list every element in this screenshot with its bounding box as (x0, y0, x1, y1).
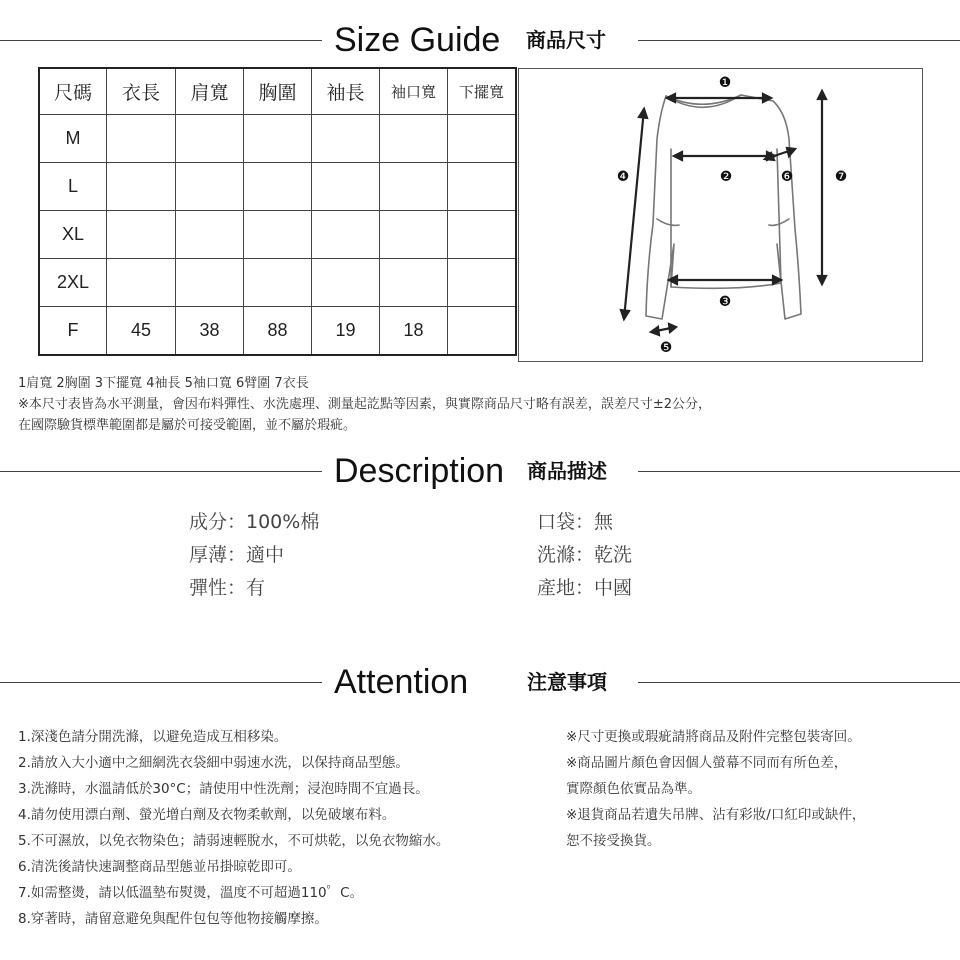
table-row (39, 307, 516, 356)
table-row (39, 211, 516, 259)
size-label: 2XL (39, 259, 107, 307)
description-title: Description (334, 452, 505, 490)
divider-line (638, 682, 960, 683)
header-hem: 下擺寬 (448, 68, 517, 115)
table-cell (448, 307, 517, 356)
spec-elasticity: 彈性：有 (189, 577, 266, 599)
table-cell: 45 (107, 307, 176, 356)
table-cell (176, 259, 244, 307)
marker-5: ❺ (659, 340, 673, 356)
return-policy (566, 724, 865, 854)
marker-7: ❼ (834, 169, 848, 185)
spec-material: 成分：100%棉 (189, 511, 320, 533)
table-cell (244, 115, 312, 163)
table-cell (448, 211, 517, 259)
header-shoulder: 肩寬 (176, 68, 244, 115)
table-cell (107, 115, 176, 163)
care-item: 4.請勿使用漂白劑、螢光增白劑及衣物柔軟劑，以免破壞布料。 (18, 807, 396, 823)
description-left (189, 506, 319, 605)
header-sleeve: 袖長 (312, 68, 380, 115)
description-right (537, 506, 632, 605)
size-table (38, 67, 517, 356)
marker-1: ❶ (718, 75, 732, 91)
note-line: 在國際驗貨標準範圍都是屬於可接受範圍，並不屬於瑕疵。 (18, 418, 357, 433)
long-sleeve-shirt-icon (519, 69, 922, 361)
policy-item: 實際顏色依實品為準。 (566, 781, 701, 797)
care-item: 1.深淺色請分開洗滌，以避免造成互相移染。 (18, 729, 288, 745)
table-cell (312, 211, 380, 259)
marker-6: ❻ (780, 169, 794, 185)
care-item: 7.如需整燙，請以低溫墊布熨燙，溫度不可超過110゜C。 (18, 885, 364, 901)
garment-measurement-diagram (518, 68, 923, 362)
policy-item: ※商品圖片顏色會因個人螢幕不同而有所色差， (566, 755, 848, 771)
table-cell (176, 115, 244, 163)
table-cell (380, 163, 448, 211)
table-cell (448, 163, 517, 211)
size-label: F (39, 307, 107, 356)
care-item: 5.不可濕放，以免衣物染色；請弱速輕脫水，不可烘乾，以免衣物縮水。 (18, 833, 450, 849)
table-cell: 18 (380, 307, 448, 356)
table-cell (107, 259, 176, 307)
table-cell: 88 (244, 307, 312, 356)
description-header (0, 451, 960, 491)
table-cell (312, 115, 380, 163)
table-cell (380, 259, 448, 307)
size-guide-title-zh: 商品尺寸 (526, 28, 606, 52)
table-cell (244, 163, 312, 211)
care-instructions (18, 724, 449, 932)
header-cuff: 袖口寬 (380, 68, 448, 115)
table-cell: 19 (312, 307, 380, 356)
size-guide-header (0, 20, 960, 60)
policy-item: 恕不接受換貨。 (566, 833, 661, 849)
header-chest: 胸圍 (244, 68, 312, 115)
note-line: ※本尺寸表皆為水平測量，會因布料彈性、水洗處理、測量起訖點等因素，與實際商品尺寸略有誤差，誤差尺寸±2公分， (18, 397, 712, 412)
spec-thickness: 厚薄：適中 (189, 544, 285, 566)
table-cell (380, 115, 448, 163)
table-cell (448, 115, 517, 163)
attention-header (0, 662, 960, 702)
table-row (39, 163, 516, 211)
divider-line (0, 471, 322, 472)
header-length: 衣長 (107, 68, 176, 115)
table-cell (448, 259, 517, 307)
spec-origin: 產地：中國 (537, 577, 633, 599)
description-title-zh: 商品描述 (527, 459, 607, 483)
header-size: 尺碼 (39, 68, 107, 115)
spec-pocket: 口袋：無 (537, 511, 614, 533)
care-item: 8.穿著時，請留意避免與配件包包等他物接觸摩擦。 (18, 911, 328, 927)
size-label: M (39, 115, 107, 163)
table-cell (380, 211, 448, 259)
divider-line (638, 471, 960, 472)
policy-item: ※退貨商品若遺失吊牌、沾有彩妝/口紅印或缺件， (566, 807, 866, 823)
measurement-legend: 1肩寬 2胸圍 3下擺寬 4袖長 5袖口寬 6臂圍 7衣長 (18, 376, 309, 391)
size-guide-title: Size Guide (334, 21, 501, 59)
table-cell (312, 259, 380, 307)
size-label: XL (39, 211, 107, 259)
care-item: 3.洗滌時，水溫請低於30°C；請使用中性洗劑；浸泡時間不宜過長。 (18, 781, 429, 797)
attention-title: Attention (334, 663, 469, 701)
table-cell (244, 211, 312, 259)
table-cell: 38 (176, 307, 244, 356)
divider-line (0, 682, 322, 683)
care-item: 2.請放入大小適中之細網洗衣袋細中弱速水洗，以保持商品型態。 (18, 755, 409, 771)
size-notes (18, 373, 948, 436)
marker-2: ❷ (719, 169, 733, 185)
table-cell (176, 211, 244, 259)
divider-line (0, 40, 322, 41)
table-header-row (39, 68, 516, 115)
table-cell (107, 211, 176, 259)
table-row (39, 259, 516, 307)
marker-3: ❸ (718, 294, 732, 310)
divider-line (638, 40, 960, 41)
size-label: L (39, 163, 107, 211)
marker-4: ❹ (616, 169, 630, 185)
spec-wash: 洗滌：乾洗 (537, 544, 633, 566)
table-cell (244, 259, 312, 307)
table-cell (176, 163, 244, 211)
attention-title-zh: 注意事項 (527, 670, 607, 694)
policy-item: ※尺寸更換或瑕疵請將商品及附件完整包裝寄回。 (566, 729, 861, 745)
table-cell (312, 163, 380, 211)
table-cell (107, 163, 176, 211)
table-row (39, 115, 516, 163)
care-item: 6.清洗後請快速調整商品型態並吊掛晾乾即可。 (18, 859, 301, 875)
